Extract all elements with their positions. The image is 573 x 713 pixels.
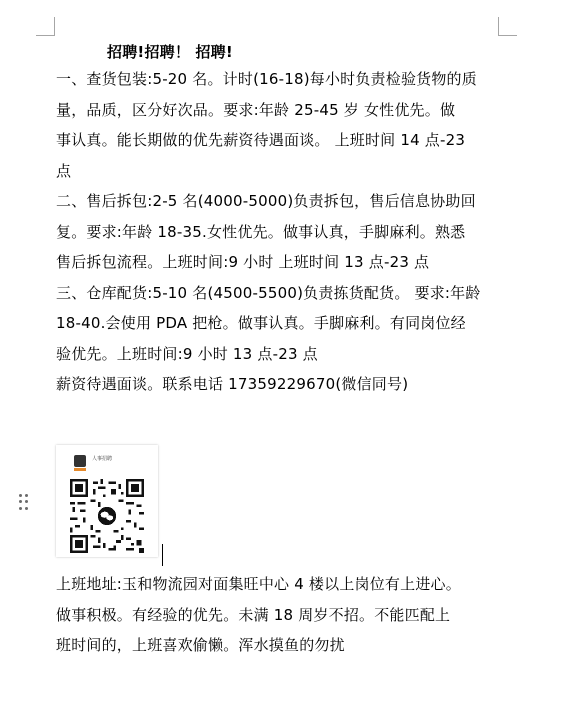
page-corner-mark-top-left: [36, 17, 55, 36]
text-line: 点: [56, 161, 72, 180]
wechat-qr-card-image[interactable]: [56, 445, 158, 557]
qr-code-icon: [70, 479, 144, 553]
text-cursor: [162, 544, 163, 566]
text-line: 上班地址:玉和物流园对面集旺中心 4 楼以上岗位有上进心。: [56, 575, 461, 593]
footer-paragraph: [56, 569, 506, 661]
company-logo-icon: [74, 455, 86, 467]
paragraph-contact[interactable]: [56, 369, 506, 400]
text-line: 二、售后拆包:2-5 名(4000-5000)负责拆包，售后信息协助回: [56, 192, 476, 210]
document-title: 招聘!招聘！ 招聘!: [107, 43, 233, 61]
document-body: [56, 40, 506, 400]
text-line: 做事积极。有经验的优先。未满 18 周岁不招。不能匹配上: [56, 605, 451, 624]
text-line: 18-40.会使用 PDA 把枪。做事认真。手脚麻利。有同岗位经: [56, 314, 466, 332]
text-line: 售后拆包流程。上班时间:9 小时 上班时间 13 点-23 点: [56, 253, 430, 271]
paragraph-work-address[interactable]: [56, 569, 506, 661]
text-line: 班时间的，上班喜欢偷懒。浑水摸鱼的勿扰: [56, 636, 345, 654]
text-line: 一、查货包装:5-20 名。计时(16-18)每小时负责检验货物的质: [56, 70, 477, 88]
company-logo-accent: [74, 468, 86, 471]
text-line: 量，品质，区分好次品。要求:年龄 25-45 岁 女性优先。做: [56, 100, 456, 119]
drag-handle-icon[interactable]: [19, 494, 29, 510]
text-line: 事认真。能长期做的优先薪资待遇面谈。 上班时间 14 点-23: [56, 131, 466, 149]
qr-card-header: [74, 455, 144, 469]
paragraph-after-sales-unpacking[interactable]: [56, 186, 506, 278]
paragraph-inspection-packing[interactable]: [56, 64, 506, 186]
text-line: 三、仓库配货:5-10 名(4500-5500)负责拣货配货。 要求:年龄: [56, 283, 481, 302]
qr-card-label: 人事招聘: [92, 456, 113, 462]
paragraph-warehouse-picking[interactable]: [56, 278, 506, 370]
text-line: 复。要求:年龄 18-35.女性优先。做事认真，手脚麻利。熟悉: [56, 222, 466, 241]
text-line: 验优先。上班时间:9 小时 13 点-23 点: [56, 344, 318, 363]
text-line: 薪资待遇面谈。联系电话 17359229670(微信同号): [56, 375, 409, 393]
page-corner-mark-top-right: [498, 17, 517, 36]
